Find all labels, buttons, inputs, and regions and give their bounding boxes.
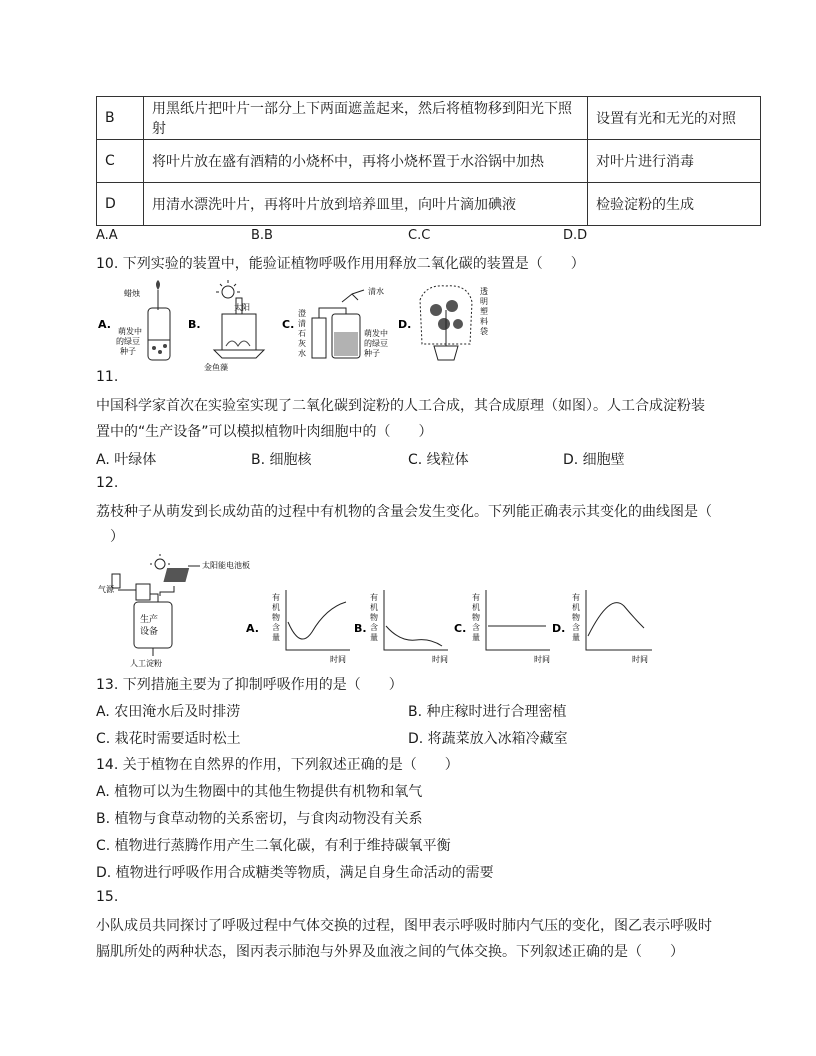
production-device bbox=[134, 602, 172, 648]
svg-text:萌发中: 萌发中 bbox=[364, 329, 388, 338]
svg-text:袋: 袋 bbox=[480, 327, 488, 336]
svg-text:B.: B. bbox=[188, 318, 201, 331]
svg-text:时间: 时间 bbox=[632, 655, 648, 664]
q9-option-b: B.B bbox=[251, 228, 273, 243]
svg-text:机: 机 bbox=[272, 603, 280, 612]
svg-text:含: 含 bbox=[370, 623, 378, 632]
row-purpose: 检验淀粉的生成 bbox=[588, 183, 761, 226]
svg-text:太阳: 太阳 bbox=[234, 303, 250, 312]
svg-text:透: 透 bbox=[480, 287, 488, 296]
row-method: 将叶片放在盛有酒精的小烧杯中，再将小烧杯置于水浴锅中加热 bbox=[144, 140, 588, 183]
q11-stem-line2: 置中的“生产设备”可以模拟植物叶肉细胞中的（ ） bbox=[96, 424, 433, 440]
svg-text:萌发中: 萌发中 bbox=[118, 327, 142, 336]
row-key: B bbox=[97, 97, 144, 140]
q9-option-a: A.A bbox=[96, 228, 118, 243]
svg-text:时间: 时间 bbox=[330, 655, 346, 664]
q14-stem: 14. 关于植物在自然界的作用，下列叙述正确的是（ ） bbox=[96, 757, 459, 773]
table-row bbox=[97, 183, 761, 226]
row-purpose: 对叶片进行消毒 bbox=[588, 140, 761, 183]
graph-b bbox=[354, 590, 448, 664]
svg-text:物: 物 bbox=[370, 613, 378, 622]
q13-option-c: C. 栽花时需要适时松土 bbox=[96, 731, 241, 747]
svg-text:C.: C. bbox=[454, 622, 467, 635]
q11-option-c: C. 线粒体 bbox=[408, 452, 469, 468]
svg-text:含: 含 bbox=[272, 623, 280, 632]
sun-icon bbox=[155, 559, 165, 569]
svg-text:量: 量 bbox=[572, 633, 580, 642]
svg-text:D.: D. bbox=[552, 622, 566, 635]
svg-text:的绿豆: 的绿豆 bbox=[116, 337, 140, 346]
svg-text:量: 量 bbox=[370, 633, 378, 642]
q13-option-b: B. 种庄稼时进行合理密植 bbox=[408, 704, 567, 720]
row-purpose: 设置有光和无光的对照 bbox=[588, 97, 761, 140]
svg-text:时间: 时间 bbox=[534, 655, 550, 664]
svg-text:澄: 澄 bbox=[298, 309, 306, 318]
svg-text:机: 机 bbox=[370, 603, 378, 612]
q14-option-d: D. 植物进行呼吸作用合成糖类等物质，满足自身生命活动的需要 bbox=[96, 865, 494, 881]
q12-number: 12. bbox=[96, 475, 119, 491]
q12-stem-line1: 荔枝种子从萌发到长成幼苗的过程中有机物的含量会发生变化。下列能正确表示其变化的曲线图是（ bbox=[96, 504, 712, 520]
svg-text:水: 水 bbox=[298, 349, 306, 358]
q11-stem-line1: 中国科学家首次在实验室实现了二氧化碳到淀粉的人工合成，其合成原理（如图）。人工合成淀粉装 bbox=[96, 398, 705, 414]
q12-stem-line2: ） bbox=[96, 529, 124, 545]
q11-option-d: D. 细胞壁 bbox=[563, 452, 625, 468]
svg-text:物: 物 bbox=[272, 613, 280, 622]
graph-a bbox=[246, 590, 350, 664]
q14-option-c: C. 植物进行蒸腾作用产生二氧化碳，有利于维持碳氧平衡 bbox=[96, 838, 451, 854]
q15-number: 15. bbox=[96, 889, 119, 905]
graph-c bbox=[454, 590, 550, 664]
svg-text:含: 含 bbox=[472, 623, 480, 632]
svg-text:种子: 种子 bbox=[364, 349, 380, 358]
svg-text:有: 有 bbox=[472, 593, 480, 602]
svg-text:有: 有 bbox=[572, 593, 580, 602]
q10-stem: 10. 下列实验的装置中，能验证植物呼吸作用用释放二氧化碳的装置是（ ） bbox=[96, 256, 585, 272]
organic-matter-graphs bbox=[246, 588, 666, 668]
experiment-table bbox=[96, 96, 761, 226]
svg-text:含: 含 bbox=[572, 623, 580, 632]
q13-stem: 13. 下列措施主要为了抑制呼吸作用的是（ ） bbox=[96, 677, 403, 693]
svg-text:料: 料 bbox=[480, 317, 488, 326]
q15-stem-line1: 小队成员共同探讨了呼吸过程中气体交换的过程，图甲表示呼吸时肺内气压的变化，图乙表示呼吸时 bbox=[96, 918, 712, 934]
svg-text:人工淀粉: 人工淀粉 bbox=[130, 659, 162, 668]
q11-option-a: A. 叶绿体 bbox=[96, 452, 157, 468]
svg-text:有: 有 bbox=[272, 593, 280, 602]
svg-text:有: 有 bbox=[370, 593, 378, 602]
solar-panel-icon bbox=[163, 568, 189, 582]
q11-number: 11. bbox=[96, 369, 119, 385]
svg-text:物: 物 bbox=[472, 613, 480, 622]
graph-d bbox=[552, 590, 652, 664]
svg-text:C.: C. bbox=[282, 318, 295, 331]
svg-text:设备: 设备 bbox=[140, 627, 159, 637]
svg-text:塑: 塑 bbox=[480, 307, 488, 316]
svg-text:A.: A. bbox=[246, 622, 259, 635]
svg-text:量: 量 bbox=[272, 633, 280, 642]
candle-flame-icon bbox=[156, 280, 160, 290]
svg-text:生产: 生产 bbox=[140, 615, 159, 625]
svg-text:物: 物 bbox=[572, 613, 580, 622]
q14-option-a: A. 植物可以为生物圈中的其他生物提供有机物和氧气 bbox=[96, 784, 423, 800]
svg-text:清: 清 bbox=[298, 319, 306, 328]
svg-text:的绿豆: 的绿豆 bbox=[364, 339, 388, 348]
svg-text:种子: 种子 bbox=[120, 347, 136, 356]
row-key: C bbox=[97, 140, 144, 183]
svg-text:B.: B. bbox=[354, 622, 367, 635]
table-row bbox=[97, 97, 761, 140]
curve-b bbox=[386, 626, 442, 646]
svg-text:机: 机 bbox=[572, 603, 580, 612]
svg-text:机: 机 bbox=[472, 603, 480, 612]
curve-d bbox=[588, 603, 644, 636]
svg-text:蜡烛: 蜡烛 bbox=[124, 289, 140, 298]
table-row bbox=[97, 140, 761, 183]
svg-text:明: 明 bbox=[480, 297, 488, 306]
q15-stem-line2: 膈肌所处的两种状态，图丙表示肺泡与外界及血液之间的气体交换。下列叙述正确的是（ ） bbox=[96, 944, 684, 960]
q13-option-d: D. 将蔬菜放入冰箱冷藏室 bbox=[408, 731, 568, 747]
row-method: 用黑纸片把叶片一部分上下两面遮盖起来，然后将植物移到阳光下照射 bbox=[144, 97, 588, 140]
svg-text:D.: D. bbox=[398, 318, 412, 331]
fig-a-letter: A. bbox=[98, 318, 111, 331]
svg-text:石: 石 bbox=[298, 329, 306, 338]
q11-option-b: B. 细胞核 bbox=[251, 452, 312, 468]
gas-source-label: 气源 bbox=[98, 585, 114, 594]
q9-option-c: C.C bbox=[408, 228, 431, 243]
curve-a bbox=[288, 602, 346, 639]
q13-option-a: A. 农田淹水后及时排涝 bbox=[96, 704, 241, 720]
sun-icon bbox=[222, 286, 234, 298]
svg-text:灰: 灰 bbox=[298, 339, 306, 348]
row-method: 用清水漂洗叶片，再将叶片放到培养皿里，向叶片滴加碘液 bbox=[144, 183, 588, 226]
svg-text:量: 量 bbox=[472, 633, 480, 642]
svg-text:太阳能电池板: 太阳能电池板 bbox=[202, 561, 250, 570]
svg-text:时间: 时间 bbox=[432, 655, 448, 664]
q10-apparatus-figure bbox=[96, 280, 496, 372]
svg-text:金鱼藻: 金鱼藻 bbox=[204, 363, 228, 372]
svg-text:清水: 清水 bbox=[368, 287, 384, 296]
row-key: D bbox=[97, 183, 144, 226]
q9-option-d: D.D bbox=[563, 228, 588, 243]
q14-option-b: B. 植物与食草动物的关系密切，与食肉动物没有关系 bbox=[96, 811, 423, 827]
